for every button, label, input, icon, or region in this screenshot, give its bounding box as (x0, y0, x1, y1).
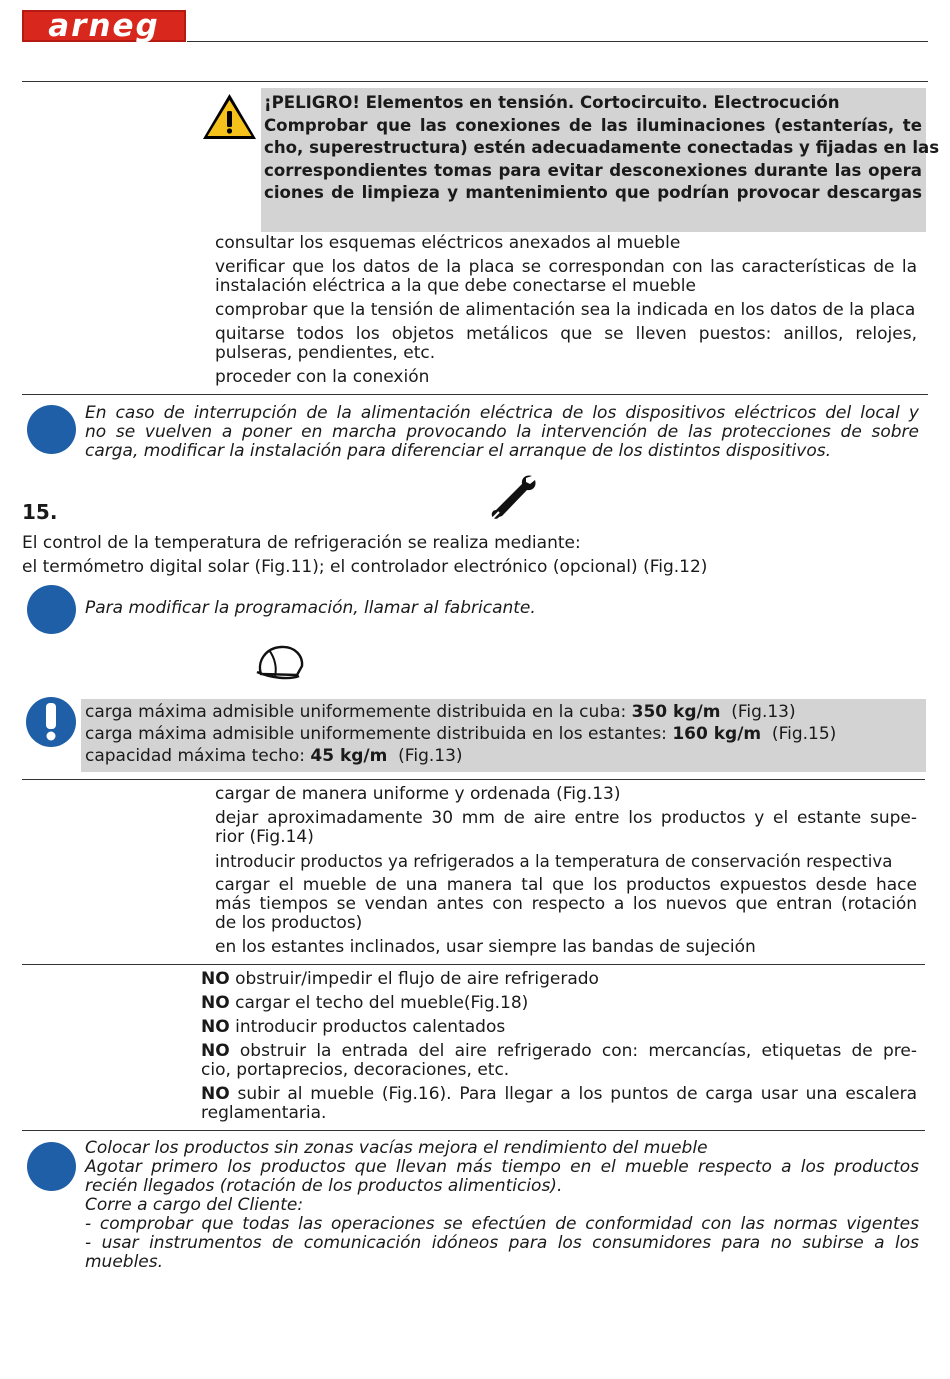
list-item-line: más tiempos se vendan antes con respecto a los nuevos que entran (rotación (215, 894, 917, 914)
note-line: En caso de interrupción de la alimentación eléctrica de los dispositivos eléctricos del local y (85, 403, 919, 423)
list-item: consultar los esquemas eléctricos anexados al mueble (215, 233, 681, 253)
load-line: carga máxima admisible uniformemente distribuida en los estantes: 160 kg/m (Fig.15) (85, 724, 837, 744)
danger-line: Comprobar que las conexiones de las iluminaciones (estanterías, te (264, 115, 922, 135)
load-line: carga máxima admisible uniformemente distribuida en la cuba: 350 kg/m (Fig.13) (85, 702, 796, 722)
danger-line: ciones de limpieza y mantenimiento que podrían provocar descargas (264, 183, 922, 202)
prohibition-line: NO subir al mueble (Fig.16). Para llegar a los puntos de carga usar una escalera (201, 1084, 917, 1104)
section-intro-line: El control de la temperatura de refrigeración se realiza mediante: (22, 533, 581, 553)
list-item: proceder con la conexión (215, 367, 430, 387)
divider (22, 394, 928, 395)
danger-line: cho, superestructura) estén adecuadamente conectadas y fijadas en las (264, 138, 940, 157)
prohibition-item: NO obstruir/impedir el flujo de aire refrigerado (201, 969, 599, 989)
warning-triangle-icon (201, 92, 258, 142)
list-item-line: de los productos) (215, 913, 363, 933)
note-line: Colocar los productos sin zonas vacías mejora el rendimiento del mueble (85, 1138, 708, 1158)
section-number: 15. (22, 500, 58, 524)
note-line: muebles. (85, 1252, 164, 1272)
danger-line: correspondientes tomas para evitar desconexiones durante las opera (264, 160, 922, 180)
arneg-logo (22, 10, 186, 42)
list-item (215, 876, 917, 933)
note-line: Agotar primero los productos que llevan más tiempo en el mueble respecto a los productos (85, 1157, 919, 1177)
list-item-line: cargar el mueble de una manera tal que los productos expuestos desde hace (215, 875, 917, 895)
list-item: cargar de manera uniforme y ordenada (Fig.13) (215, 784, 621, 804)
exclamation-icon (26, 697, 76, 747)
helmet-icon (255, 642, 307, 682)
list-item-line: rior (Fig.14) (215, 827, 314, 847)
final-note (85, 1139, 919, 1272)
info-dot-icon (27, 1142, 76, 1191)
prohibition-item: NO cargar el techo del mueble(Fig.18) (201, 993, 529, 1013)
header-rule (187, 41, 928, 42)
note-line: - usar instrumentos de comunicación idóneos para los consumidores para no subirse a los (85, 1233, 919, 1253)
info-dot-icon (27, 405, 76, 454)
load-warning-box (81, 699, 926, 772)
logo-text: arneg (48, 8, 160, 44)
divider (22, 1130, 925, 1131)
load-line: capacidad máxima techo: 45 kg/m (Fig.13) (85, 746, 463, 766)
list-item (215, 325, 917, 363)
list-item-line: quitarse todos los objetos metálicos que se lleven puestos: anillos, relojes, (215, 324, 917, 344)
note-line: Corre a cargo del Cliente: (85, 1195, 304, 1215)
danger-title: ¡PELIGRO! Elementos en tensión. Cortocircuito. Electrocución (264, 93, 840, 112)
divider (22, 81, 928, 82)
note-line: recién llegados (rotación de los productos alimenticios). (85, 1176, 563, 1196)
power-note (85, 404, 919, 461)
list-item-line: instalación eléctrica a la que debe conectarse el mueble (215, 276, 696, 296)
list-item: comprobar que la tensión de alimentación sea la indicada en los datos de la placa (215, 300, 916, 320)
exclamation-mark (44, 703, 58, 741)
info-dot-icon (27, 585, 76, 634)
list-item-line: dejar aproximadamente 30 mm de aire entre los productos y el estante supe- (215, 808, 917, 828)
divider (22, 964, 925, 965)
note-line: - comprobar que todas las operaciones se efectúen de conformidad con las normas vigentes (85, 1214, 919, 1234)
list-item: introducir productos ya refrigerados a la temperatura de conservación respectiva (215, 852, 893, 871)
prohibition-line: cio, portaprecios, decoraciones, etc. (201, 1060, 510, 1080)
prohibition-item (201, 1085, 917, 1123)
note-line: no se vuelven a poner en marcha provocando la intervención de las protecciones de sobre (85, 422, 919, 442)
programming-note: Para modificar la programación, llamar al fabricante. (85, 598, 536, 618)
prohibition-item: NO introducir productos calentados (201, 1017, 506, 1037)
note-line: carga, modificar la instalación para diferenciar el arranque de los distintos dispositivos. (85, 441, 831, 461)
list-item-line: verificar que los datos de la placa se correspondan con las características de la (215, 257, 917, 277)
prohibition-line: reglamentaria. (201, 1103, 327, 1123)
list-item-line: pulseras, pendientes, etc. (215, 343, 436, 363)
list-item (215, 258, 917, 296)
danger-box (261, 88, 940, 232)
list-item (215, 809, 917, 847)
wrench-icon (488, 472, 540, 522)
section-intro-line: el termómetro digital solar (Fig.11); el controlador electrónico (opcional) (Fig.12) (22, 557, 708, 577)
divider (22, 779, 925, 780)
prohibition-line: NO obstruir la entrada del aire refrigerado con: mercancías, etiquetas de pre- (201, 1041, 917, 1061)
prohibition-item (201, 1042, 917, 1080)
list-item: en los estantes inclinados, usar siempre las bandas de sujeción (215, 937, 756, 957)
